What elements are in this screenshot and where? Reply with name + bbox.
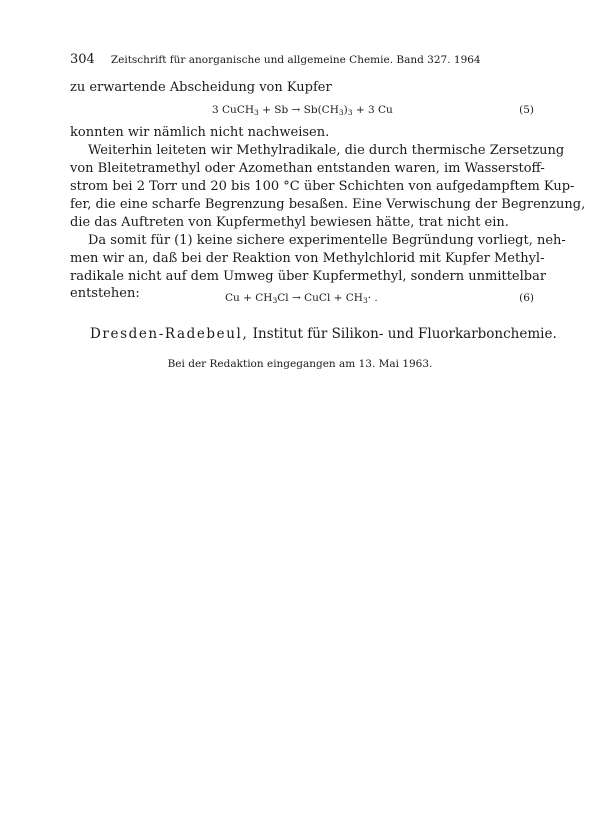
equation-5: 3 CuCH$_3$ + $Sb \to Sb(CH_3)_3 + 3$ Cu (212, 104, 393, 117)
equation-6-number: (6) (519, 292, 534, 304)
text-line: Weiterhin leiteten wir Methylradikale, die durch thermische Zersetzung (88, 143, 565, 158)
text-line: strom bei 2 Torr und 20 bis 100 °C über Schichten von aufgedampftem Kup- (70, 179, 575, 194)
text-line: radikale nicht auf dem Umweg über Kupfermethyl, sondern unmittelbar (70, 269, 547, 284)
text-line: zu erwartende Abscheidung von Kupfer (70, 80, 332, 95)
page-number: 304 (70, 52, 95, 67)
text-line: von Bleitetramethyl oder Azomethan entstanden waren, im Wasserstoff- (70, 161, 545, 176)
author-affiliation (90, 326, 557, 342)
text-line: die das Auftreten von Kupfermethyl bewiesen hätte, trat nicht ein. (70, 215, 509, 230)
equation-5-number: (5) (519, 104, 534, 116)
affiliation-city: Dresden-Radebeul, (90, 326, 249, 342)
text-line: Da somit für (1) keine sichere experimentelle Begründung vorliegt, neh- (88, 233, 566, 248)
text-line: men wir an, daß bei der Reaktion von Methylchlorid mit Kupfer Methyl- (70, 251, 545, 266)
text-line: entstehen: (70, 286, 140, 301)
affiliation-institute: Institut für Silikon- und Fluorkarbonchemie. (248, 326, 557, 342)
text-line: konnten wir nämlich nicht nachweisen. (70, 125, 330, 140)
received-date-note: Bei der Redaktion eingegangen am 13. Mai 1963. (167, 358, 433, 370)
text-line: fer, die eine scharfe Begrenzung besaßen. Eine Verwischung der Begrenzung, (70, 197, 586, 212)
running-header (70, 52, 540, 67)
running-title: Zeitschrift für anorganische und allgemeine Chemie. Band 327. 1964 (110, 54, 481, 66)
equation-6: $Cu + CH_3Cl$ → CuCl + $CH_3\cdot$ . (225, 292, 378, 305)
